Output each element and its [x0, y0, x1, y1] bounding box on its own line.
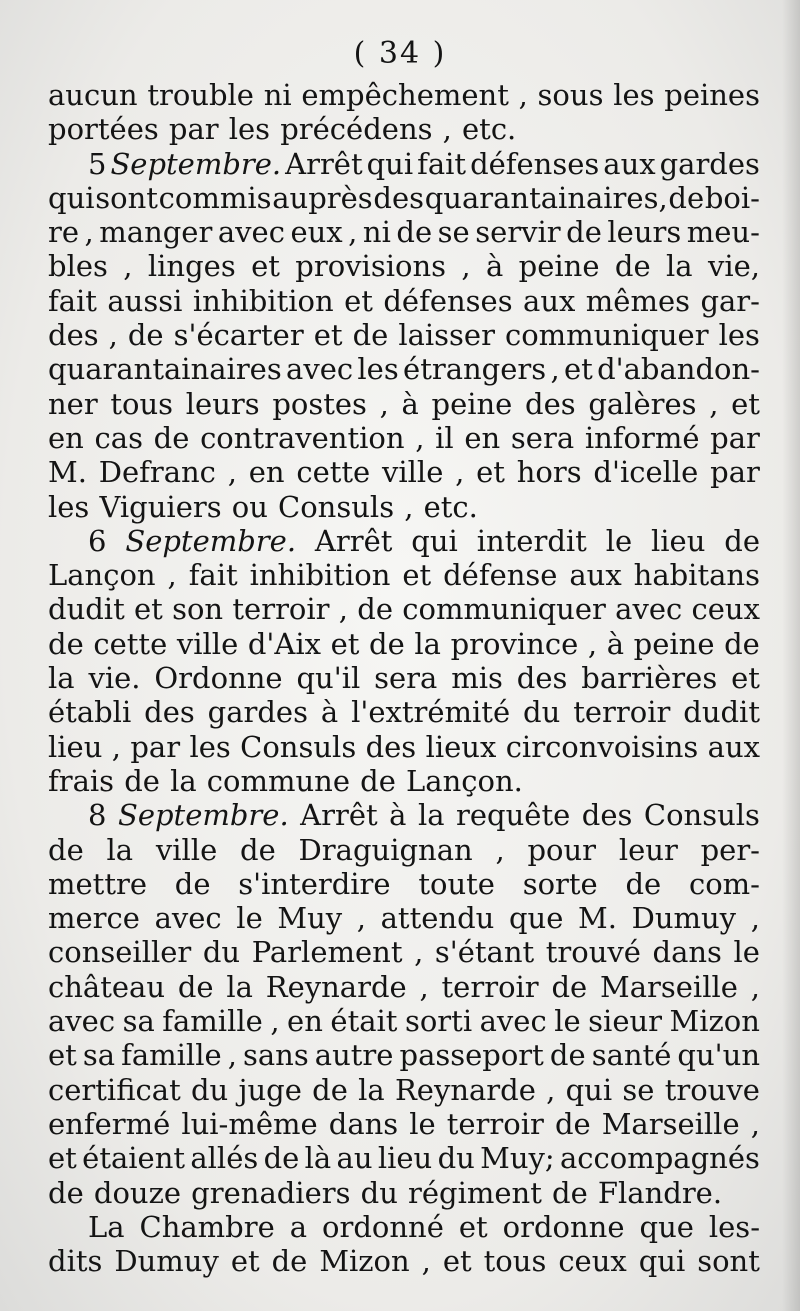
text-line: bles , linges et provisions , à peine de la vie, [48, 249, 760, 284]
text-line: 6 Septembre. Arrêt qui interdit le lieu de [88, 523, 760, 558]
text-line: dits Dumuy et de Mizon , et tous ceux qui sont [48, 1244, 760, 1279]
text-line: lieu , par les Consuls des lieux circonvoisins aux [48, 729, 760, 764]
text-line: dudit et son terroir , de communiquer avec ceux [48, 592, 760, 627]
text-line: enfermé lui-même dans le terroir de Marseille , [48, 1106, 760, 1141]
text-line: frais de la commune de Lançon. [48, 763, 523, 798]
text-line: La Chambre a ordonné et ordonne que les- [88, 1209, 760, 1244]
text-line: et sa famille , sans autre passeport de santé qu'un [48, 1038, 760, 1073]
text-line: merce avec le Muy , attendu que M. Dumuy , [48, 901, 760, 936]
text-line: ner tous leurs postes , à peine des galères , et [48, 386, 760, 421]
text-line: re , manger avec eux , ni de se servir de leurs meu- [48, 215, 760, 250]
page-number: ( 34 ) [353, 36, 447, 71]
body-text [48, 78, 760, 1278]
text-line: portées par les précédens , etc. [48, 112, 517, 147]
text-line: quarantainaires avec les étrangers , et d'abandon- [48, 352, 760, 387]
text-line: des , de s'écarter et de laisser communiquer les [48, 318, 760, 353]
text-line: établi des gardes à l'extrémité du terroir dudit [48, 695, 760, 730]
text-line: en cas de contravention , il en sera informé par [48, 420, 760, 455]
text-line: Lançon , fait inhibition et défense aux habitans [48, 558, 760, 593]
text-line: M. Defranc , en cette ville , et hors d'icelle par [48, 455, 760, 490]
text-line: 8 Septembre. Arrêt à la requête des Consuls [88, 798, 760, 833]
text-line: de cette ville d'Aix et de la province , à peine de [48, 626, 760, 661]
text-line: de la ville de Draguignan , pour leur per- [48, 832, 760, 867]
text-line: 5 Septembre. Arrêt qui fait défenses aux gardes [88, 146, 760, 181]
text-line: conseiller du Parlement , s'étant trouvé dans le [48, 935, 760, 970]
text-line: certificat du juge de la Reynarde , qui se trouve [48, 1072, 760, 1107]
text-line: qui sont commis auprès des quarantainaires, de boi- [48, 180, 760, 215]
text-line: de douze grenadiers du régiment de Flandre. [48, 1175, 723, 1210]
text-line: avec sa famille , en était sorti avec le sieur Mizon [48, 1004, 760, 1039]
text-line: les Viguiers ou Consuls , etc. [48, 489, 478, 524]
text-line: château de la Reynarde , terroir de Marseille , [48, 969, 760, 1004]
text-line: mettre de s'interdire toute sorte de com- [48, 866, 760, 901]
text-line: aucun trouble ni empêchement , sous les peines [48, 78, 760, 112]
text-line: la vie. Ordonne qu'il sera mis des barrières et [48, 661, 760, 696]
text-line: et étaient allés de là au lieu du Muy; accompagnés [48, 1141, 760, 1176]
text-line: fait aussi inhibition et défenses aux mêmes gar- [48, 283, 760, 318]
page-edge-shadow [782, 0, 800, 1311]
